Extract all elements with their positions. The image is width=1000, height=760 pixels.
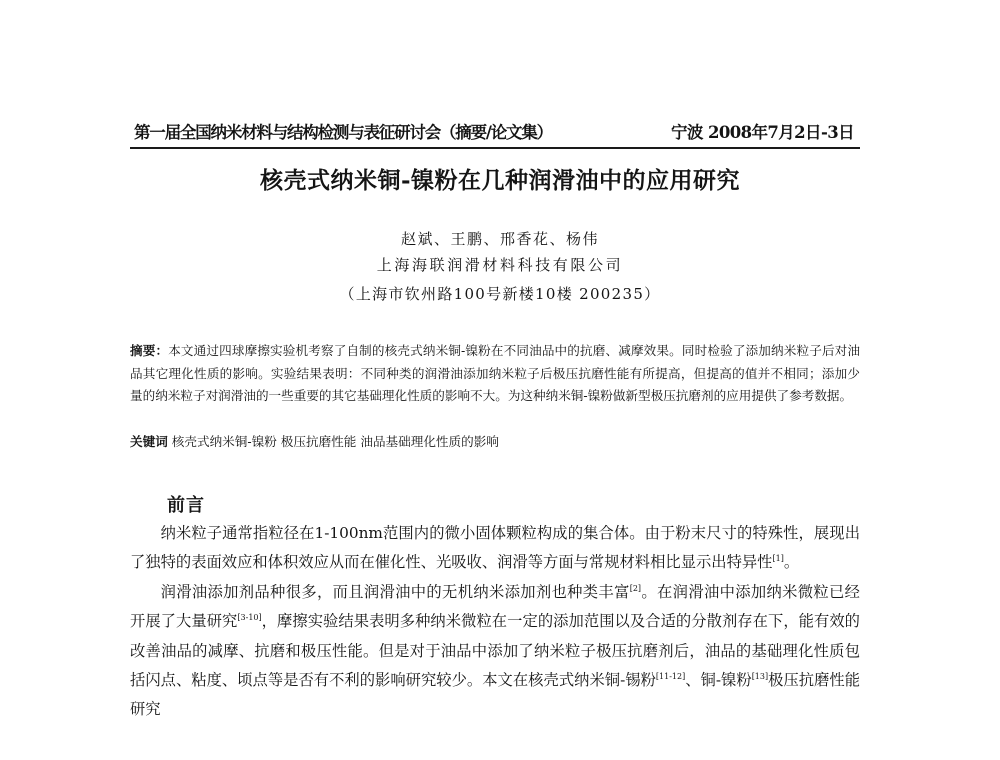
citation: [1] (772, 554, 784, 564)
citation: [3-10] (237, 613, 262, 623)
paragraph-2-text-3: ，摩擦实验结果表明多种纳米微粒在一定的添加范围以及合适的分散剂存在下，能有效的改善油品的减摩、抗磨和极压性能。但是对于油品中添加了纳米粒子极压抗磨剂后，油品的基础理化性质包括闪点、粘度、顷点等是否有不利的影响研究较少。本文在核壳式纳米铜-锡粉 (130, 612, 860, 690)
paragraph-1-end: 。 (783, 553, 800, 572)
affiliation-address: （上海市钦州路100号新楼10楼 200235） (339, 285, 661, 303)
citation: [13] (751, 672, 769, 682)
paragraph-2 (130, 578, 860, 725)
paragraph-1 (130, 519, 860, 578)
abstract (130, 340, 860, 408)
keywords-text: 核壳式纳米铜-镍粉 极压抗磨性能 油品基础理化性质的影响 (171, 434, 499, 449)
paragraph-1-text: 纳米粒子通常指粒径在1-100nm范围内的微小固体颗粒构成的集合体。由于粉末尺寸的特殊性，展现出了独特的表面效应和体积效应从而在催化性、光吸收、润滑等方面与常规材料相比显示出特异性 (130, 524, 860, 572)
author-list: 赵斌、王鹏、邢香花、杨伟 (400, 230, 599, 248)
section-heading: 前言 (167, 495, 205, 516)
conference-location-date: 宁波 2008年7月2日-3日 (671, 123, 854, 142)
paper-title: 核壳式纳米铜-镍粉在几种润滑油中的应用研究 (259, 167, 741, 194)
running-header (130, 121, 860, 149)
conference-name: 第一届全国纳米材料与结构检测与表征研讨会（摘要/论文集） (134, 123, 552, 142)
paragraph-2-text-1: 润滑油添加剂品种很多，而且润滑油中的无机纳米添加剂也种类丰富 (160, 582, 630, 601)
citation: [2] (629, 583, 642, 593)
abstract-text: 本文通过四球摩擦实验机考察了自制的核壳式纳米铜-镍粉在不同油品中的抗磨、减摩效果。同时检验了添加纳米粒子后对油品其它理化性质的影响。实验结果表明：不同种类的润滑油添加纳米粒子后极压抗磨性能有所提高，但提高的值并不相同；添加少量的纳米粒子对润滑油的一些重要的其它基础理化性质的影响不大。为这种纳米铜-镍粉做新型极压抗磨剂的应用提供了参考数据。 (130, 343, 860, 403)
affiliation: 上海海联润滑材料科技有限公司 (376, 256, 624, 274)
abstract-label: 摘要： (130, 343, 169, 358)
keywords (130, 432, 860, 452)
keywords-label: 关键词 (130, 434, 168, 449)
citation: [11-12] (655, 672, 686, 682)
paragraph-2-text-5: 极压抗磨性能研究 (130, 671, 860, 719)
paragraph-2-text-4: 、铜-镍粉 (685, 671, 752, 690)
paragraph-2-text-2: 。在润滑油中添加纳米微粒已经开展了大量研究 (130, 582, 860, 631)
section-body (130, 519, 860, 725)
